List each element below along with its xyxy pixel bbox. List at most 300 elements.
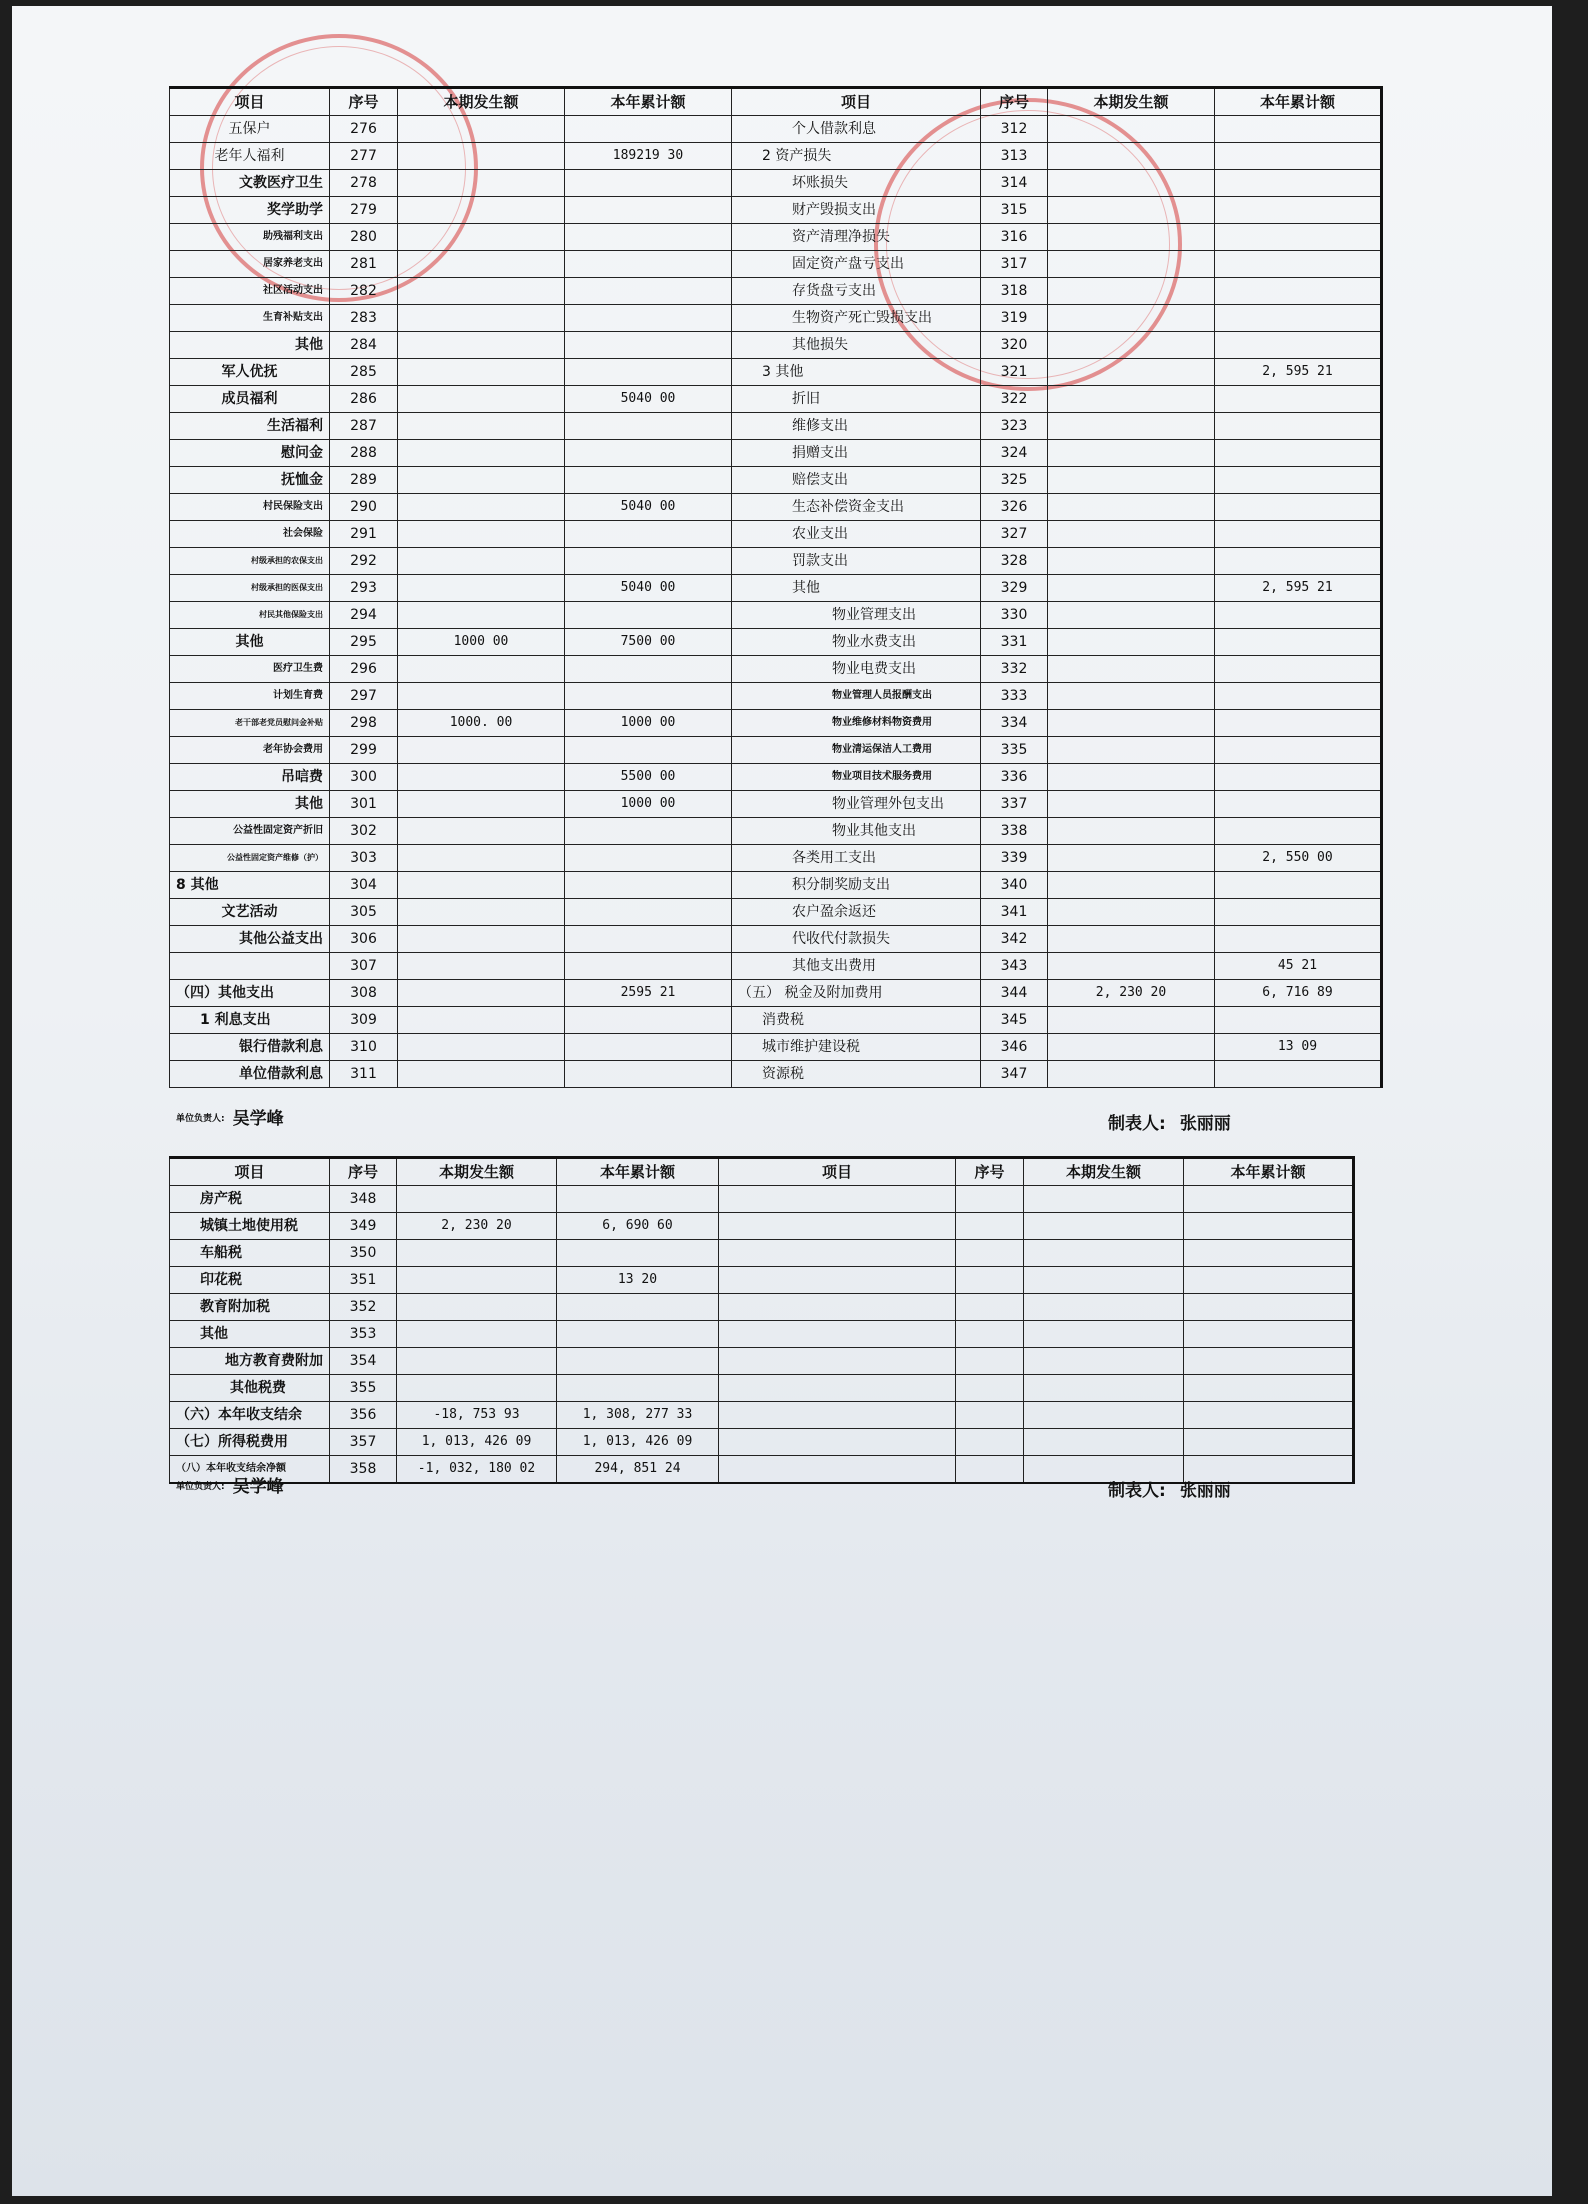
row-seq-right: 338	[981, 818, 1048, 845]
row-seq-left: 308	[330, 980, 398, 1007]
row-ytd-right	[1215, 521, 1382, 548]
empty-cell	[1184, 1213, 1354, 1240]
empty-cell	[1024, 1402, 1184, 1429]
row-seq: 357	[330, 1429, 397, 1456]
row-item-right: 物业清运保洁人工费用	[732, 737, 981, 764]
table-row	[170, 1061, 1382, 1088]
table-row	[170, 1186, 1354, 1213]
row-current-left	[398, 494, 565, 521]
row-seq-right: 327	[981, 521, 1048, 548]
row-ytd-left	[565, 953, 732, 980]
table-row	[170, 1034, 1382, 1061]
table-row	[170, 467, 1382, 494]
row-item-left: 单位借款利息	[170, 1061, 330, 1088]
row-item-right: 其他	[732, 575, 981, 602]
row-seq-right: 347	[981, 1061, 1048, 1088]
row-seq: 348	[330, 1186, 397, 1213]
empty-cell	[1184, 1267, 1354, 1294]
row-item-right: 资产清理净损失	[732, 224, 981, 251]
row-item: （八）本年收支结余净额	[170, 1456, 330, 1484]
row-ytd-left	[565, 116, 732, 143]
row-ytd-right	[1215, 683, 1382, 710]
row-current-right	[1048, 305, 1215, 332]
row-ytd	[557, 1375, 719, 1402]
row-current-left	[398, 899, 565, 926]
empty-cell	[1184, 1321, 1354, 1348]
row-item-right: 消费税	[732, 1007, 981, 1034]
row-item-left: 奖学助学	[170, 197, 330, 224]
table-row	[170, 1267, 1354, 1294]
row-ytd-right	[1215, 710, 1382, 737]
row-ytd-left: 5040 00	[565, 494, 732, 521]
row-current-left	[398, 1034, 565, 1061]
row-item-left: 村民其他保险支出	[170, 602, 330, 629]
t2-header-current: 本期发生额	[397, 1158, 557, 1186]
row-ytd-right	[1215, 818, 1382, 845]
empty-cell	[719, 1402, 956, 1429]
row-current-right	[1048, 737, 1215, 764]
row-seq-right: 312	[981, 116, 1048, 143]
row-current-right	[1048, 926, 1215, 953]
row-current-left	[398, 278, 565, 305]
row-ytd-left	[565, 251, 732, 278]
row-current-left	[398, 467, 565, 494]
row-current-right	[1048, 440, 1215, 467]
row-item-right: 财产毁损支出	[732, 197, 981, 224]
empty-cell	[1184, 1429, 1354, 1456]
row-current-left	[398, 197, 565, 224]
row-item-left: 生育补贴支出	[170, 305, 330, 332]
row-current-left	[398, 602, 565, 629]
row-item-right: 各类用工支出	[732, 845, 981, 872]
row-item-right: 物业维修材料物资费用	[732, 710, 981, 737]
empty-cell	[956, 1321, 1024, 1348]
row-item-right: 积分制奖励支出	[732, 872, 981, 899]
table-row	[170, 737, 1382, 764]
row-seq-right: 314	[981, 170, 1048, 197]
row-ytd-right	[1215, 629, 1382, 656]
t1-header-current-right: 本期发生额	[1048, 88, 1215, 116]
empty-cell	[1024, 1186, 1184, 1213]
row-ytd-left: 5040 00	[565, 386, 732, 413]
empty-cell	[719, 1429, 956, 1456]
row-seq-right: 342	[981, 926, 1048, 953]
row-ytd-right: 45 21	[1215, 953, 1382, 980]
table-row	[170, 926, 1382, 953]
row-seq-right: 328	[981, 548, 1048, 575]
row-seq-left: 292	[330, 548, 398, 575]
row-seq: 349	[330, 1213, 397, 1240]
row-seq-left: 282	[330, 278, 398, 305]
table-row	[170, 764, 1382, 791]
table-row	[170, 1240, 1354, 1267]
row-item-right: 代收代付款损失	[732, 926, 981, 953]
row-current-right	[1048, 116, 1215, 143]
row-current: -1, 032, 180 02	[397, 1456, 557, 1484]
table-row	[170, 899, 1382, 926]
row-ytd-right	[1215, 305, 1382, 332]
table-row	[170, 386, 1382, 413]
row-item-left: 8 其他	[170, 872, 330, 899]
row-ytd-left	[565, 602, 732, 629]
row-ytd-right	[1215, 251, 1382, 278]
row-seq-right: 341	[981, 899, 1048, 926]
row-current-right	[1048, 413, 1215, 440]
row-ytd-left	[565, 1061, 732, 1088]
row-seq-right: 346	[981, 1034, 1048, 1061]
row-seq-right: 339	[981, 845, 1048, 872]
row-seq-left: 276	[330, 116, 398, 143]
row-seq-right: 316	[981, 224, 1048, 251]
row-current	[397, 1186, 557, 1213]
row-seq-left: 304	[330, 872, 398, 899]
row-item-left: 文教医疗卫生	[170, 170, 330, 197]
row-seq-left: 283	[330, 305, 398, 332]
row-ytd: 1, 013, 426 09	[557, 1429, 719, 1456]
t2-header-seq: 序号	[330, 1158, 397, 1186]
row-ytd-left	[565, 926, 732, 953]
table-row	[170, 224, 1382, 251]
empty-cell	[1184, 1348, 1354, 1375]
table-row	[170, 251, 1382, 278]
row-ytd-right	[1215, 440, 1382, 467]
table-row	[170, 629, 1382, 656]
empty-cell	[719, 1294, 956, 1321]
table-row	[170, 710, 1382, 737]
preparer-signature-1: 制表人: 张丽丽	[1108, 1114, 1231, 1134]
row-item-right: 物业管理支出	[732, 602, 981, 629]
empty-cell	[956, 1375, 1024, 1402]
row-current: -18, 753 93	[397, 1402, 557, 1429]
row-ytd-left	[565, 440, 732, 467]
row-ytd-left	[565, 197, 732, 224]
row-current-left	[398, 386, 565, 413]
row-ytd-left	[565, 683, 732, 710]
table-row	[170, 278, 1382, 305]
table-row	[170, 818, 1382, 845]
row-current	[397, 1240, 557, 1267]
row-ytd-right	[1215, 197, 1382, 224]
row-item: 教育附加税	[170, 1294, 330, 1321]
t1-header-ytd: 本年累计额	[565, 88, 732, 116]
row-ytd: 294, 851 24	[557, 1456, 719, 1484]
table-row	[170, 791, 1382, 818]
row-item: 车船税	[170, 1240, 330, 1267]
row-seq-right: 321	[981, 359, 1048, 386]
row-current-left	[398, 521, 565, 548]
row-item-left: 抚恤金	[170, 467, 330, 494]
row-current-right	[1048, 683, 1215, 710]
row-item-left: 老年协会费用	[170, 737, 330, 764]
row-ytd-left	[565, 899, 732, 926]
empty-cell	[719, 1348, 956, 1375]
empty-cell	[1024, 1429, 1184, 1456]
row-ytd-right	[1215, 899, 1382, 926]
row-seq: 351	[330, 1267, 397, 1294]
table-row	[170, 953, 1382, 980]
row-item-left: 村级承担的农保支出	[170, 548, 330, 575]
row-seq: 350	[330, 1240, 397, 1267]
table-row	[170, 1402, 1354, 1429]
t2-header-item: 项目	[170, 1158, 330, 1186]
table-row	[170, 332, 1382, 359]
empty-cell	[1024, 1240, 1184, 1267]
row-ytd-left	[565, 305, 732, 332]
row-ytd	[557, 1348, 719, 1375]
row-item-left: 村民保险支出	[170, 494, 330, 521]
t1-header-seq-right: 序号	[981, 88, 1048, 116]
row-current-right	[1048, 521, 1215, 548]
row-ytd: 6, 690 60	[557, 1213, 719, 1240]
row-ytd-right: 6, 716 89	[1215, 980, 1382, 1007]
empty-cell	[1024, 1375, 1184, 1402]
t2-header-current-right: 本期发生额	[1024, 1158, 1184, 1186]
row-current-right	[1048, 1034, 1215, 1061]
row-ytd-left	[565, 170, 732, 197]
row-seq-left: 287	[330, 413, 398, 440]
row-ytd-right	[1215, 386, 1382, 413]
empty-cell	[719, 1213, 956, 1240]
row-ytd-left	[565, 332, 732, 359]
row-seq-left: 279	[330, 197, 398, 224]
row-item-left: 老干部老党员慰问金补贴	[170, 710, 330, 737]
row-item-left	[170, 953, 330, 980]
empty-cell	[1184, 1240, 1354, 1267]
row-item-right: 坏账损失	[732, 170, 981, 197]
row-current-right	[1048, 197, 1215, 224]
row-seq: 355	[330, 1375, 397, 1402]
row-ytd-left	[565, 872, 732, 899]
row-ytd-right	[1215, 413, 1382, 440]
row-current	[397, 1267, 557, 1294]
row-ytd-right	[1215, 872, 1382, 899]
table-header-row	[170, 1158, 1354, 1186]
row-item-right: 资源税	[732, 1061, 981, 1088]
row-current	[397, 1375, 557, 1402]
row-item-right: 存货盘亏支出	[732, 278, 981, 305]
row-seq-left: 281	[330, 251, 398, 278]
row-current-left	[398, 791, 565, 818]
row-item-left: 其他	[170, 629, 330, 656]
row-item-right: 城市维护建设税	[732, 1034, 981, 1061]
row-current-left	[398, 332, 565, 359]
table-row	[170, 1348, 1354, 1375]
row-ytd-right: 2, 595 21	[1215, 359, 1382, 386]
row-item-right: 维修支出	[732, 413, 981, 440]
row-seq-right: 317	[981, 251, 1048, 278]
empty-cell	[956, 1456, 1024, 1484]
row-seq-right: 319	[981, 305, 1048, 332]
row-ytd	[557, 1186, 719, 1213]
row-seq-right: 322	[981, 386, 1048, 413]
row-ytd-right: 2, 595 21	[1215, 575, 1382, 602]
row-ytd-right	[1215, 143, 1382, 170]
row-ytd-left: 5500 00	[565, 764, 732, 791]
table-row	[170, 413, 1382, 440]
row-seq-right: 334	[981, 710, 1048, 737]
row-current-left	[398, 413, 565, 440]
table-row	[170, 1321, 1354, 1348]
row-current-left	[398, 143, 565, 170]
row-item-left: 老年人福利	[170, 143, 330, 170]
row-current-left	[398, 737, 565, 764]
empty-cell	[1024, 1294, 1184, 1321]
row-seq: 352	[330, 1294, 397, 1321]
row-ytd	[557, 1294, 719, 1321]
row-seq-left: 293	[330, 575, 398, 602]
t1-header-item-right: 项目	[732, 88, 981, 116]
empty-cell	[719, 1240, 956, 1267]
row-ytd-left	[565, 278, 732, 305]
row-ytd-left	[565, 548, 732, 575]
row-seq-left: 290	[330, 494, 398, 521]
row-item-left: 助残福利支出	[170, 224, 330, 251]
row-seq-left: 309	[330, 1007, 398, 1034]
row-current-left	[398, 818, 565, 845]
empty-cell	[719, 1186, 956, 1213]
row-ytd-right	[1215, 278, 1382, 305]
row-current-left	[398, 575, 565, 602]
row-current-right: 2, 230 20	[1048, 980, 1215, 1007]
row-seq-left: 289	[330, 467, 398, 494]
row-ytd-right	[1215, 791, 1382, 818]
row-current-right	[1048, 278, 1215, 305]
row-current-left	[398, 305, 565, 332]
table-row	[170, 1213, 1354, 1240]
tax-summary-table-lower	[169, 1156, 1355, 1484]
empty-cell	[1024, 1267, 1184, 1294]
row-item-left: 生活福利	[170, 413, 330, 440]
row-item-left: 村级承担的医保支出	[170, 575, 330, 602]
row-ytd-left	[565, 656, 732, 683]
row-item-left: 其他	[170, 791, 330, 818]
row-current	[397, 1348, 557, 1375]
table-row	[170, 1007, 1382, 1034]
row-ytd: 13 20	[557, 1267, 719, 1294]
table-row	[170, 116, 1382, 143]
row-item-left: 五保户	[170, 116, 330, 143]
row-ytd	[557, 1240, 719, 1267]
table-row	[170, 440, 1382, 467]
row-current-left	[398, 1061, 565, 1088]
row-current	[397, 1321, 557, 1348]
row-seq-left: 296	[330, 656, 398, 683]
row-current-left	[398, 845, 565, 872]
row-ytd-right	[1215, 548, 1382, 575]
row-current-right	[1048, 359, 1215, 386]
row-current-left	[398, 926, 565, 953]
empty-cell	[1184, 1186, 1354, 1213]
row-item-right: 其他损失	[732, 332, 981, 359]
row-ytd-left	[565, 1007, 732, 1034]
row-item-right: 生态补偿资金支出	[732, 494, 981, 521]
table-row	[170, 548, 1382, 575]
row-current-right	[1048, 494, 1215, 521]
row-seq-right: 329	[981, 575, 1048, 602]
row-current-left	[398, 656, 565, 683]
expense-table-upper	[169, 86, 1383, 1088]
row-current-left	[398, 170, 565, 197]
row-item-left: 社会保险	[170, 521, 330, 548]
t1-header-seq: 序号	[330, 88, 398, 116]
row-current-right	[1048, 170, 1215, 197]
row-seq-left: 285	[330, 359, 398, 386]
row-item-left: 文艺活动	[170, 899, 330, 926]
row-item-left: 公益性固定资产维修（护）	[170, 845, 330, 872]
table-row	[170, 683, 1382, 710]
row-seq-left: 298	[330, 710, 398, 737]
row-seq-right: 325	[981, 467, 1048, 494]
row-ytd-left	[565, 359, 732, 386]
row-item-right: 其他支出费用	[732, 953, 981, 980]
row-seq: 353	[330, 1321, 397, 1348]
row-seq-left: 307	[330, 953, 398, 980]
table-row	[170, 197, 1382, 224]
row-seq-left: 310	[330, 1034, 398, 1061]
row-ytd-right: 2, 550 00	[1215, 845, 1382, 872]
row-ytd-right	[1215, 737, 1382, 764]
row-seq-left: 295	[330, 629, 398, 656]
empty-cell	[1024, 1348, 1184, 1375]
row-seq-right: 324	[981, 440, 1048, 467]
row-item-left: 吊唁费	[170, 764, 330, 791]
row-seq-right: 343	[981, 953, 1048, 980]
row-ytd-left	[565, 467, 732, 494]
row-current-right	[1048, 791, 1215, 818]
row-current-right	[1048, 710, 1215, 737]
row-current-right	[1048, 764, 1215, 791]
row-current-right	[1048, 143, 1215, 170]
row-item-left: 公益性固定资产折旧	[170, 818, 330, 845]
row-current-left	[398, 872, 565, 899]
row-seq-right: 313	[981, 143, 1048, 170]
row-ytd-left	[565, 737, 732, 764]
row-ytd-right	[1215, 170, 1382, 197]
row-current-right	[1048, 386, 1215, 413]
row-seq-right: 331	[981, 629, 1048, 656]
row-item: 其他	[170, 1321, 330, 1348]
row-ytd-left	[565, 224, 732, 251]
t1-header-current: 本期发生额	[398, 88, 565, 116]
empty-cell	[956, 1267, 1024, 1294]
row-seq-right: 326	[981, 494, 1048, 521]
row-seq-left: 303	[330, 845, 398, 872]
row-item-left: 银行借款利息	[170, 1034, 330, 1061]
row-item-left: 军人优抚	[170, 359, 330, 386]
row-item-left: 社区活动支出	[170, 278, 330, 305]
row-item-right: 2 资产损失	[732, 143, 981, 170]
row-seq-right: 315	[981, 197, 1048, 224]
row-ytd-right	[1215, 1061, 1382, 1088]
row-item-right: 固定资产盘亏支出	[732, 251, 981, 278]
row-ytd-right	[1215, 926, 1382, 953]
row-current	[397, 1294, 557, 1321]
row-ytd: 1, 308, 277 33	[557, 1402, 719, 1429]
row-item-right: 生物资产死亡毁损支出	[732, 305, 981, 332]
row-seq-left: 286	[330, 386, 398, 413]
paper-sheet	[12, 6, 1552, 2196]
unit-head-signature-1: 单位负责人: 吴学峰	[176, 1109, 284, 1129]
row-current-right	[1048, 602, 1215, 629]
row-item-right: 物业电费支出	[732, 656, 981, 683]
row-current-left	[398, 953, 565, 980]
t2-header-ytd: 本年累计额	[557, 1158, 719, 1186]
row-item: 印花税	[170, 1267, 330, 1294]
row-ytd-left: 2595 21	[565, 980, 732, 1007]
row-seq-left: 294	[330, 602, 398, 629]
row-current-right	[1048, 899, 1215, 926]
row-ytd-right	[1215, 764, 1382, 791]
